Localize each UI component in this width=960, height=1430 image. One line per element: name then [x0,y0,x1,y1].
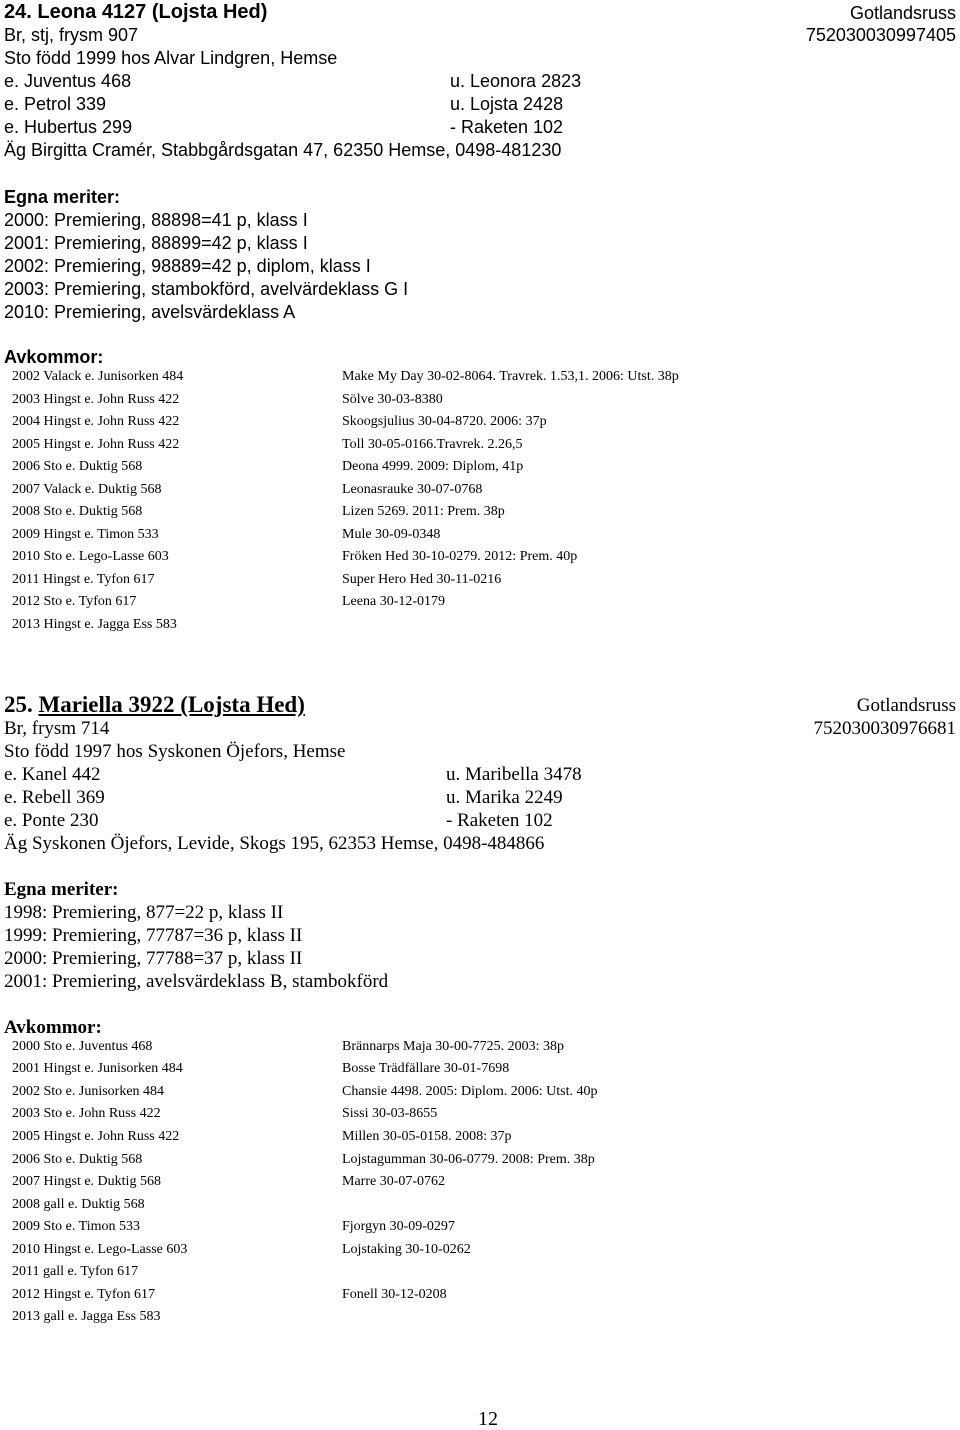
merit-line: 2002: Premiering, 98889=42 p, diplom, klass I [4,256,371,276]
entry-25-owner: Äg Syskonen Öjefors, Levide, Skogs 195, 62353 Hemse, 0498-484866 [4,833,545,854]
offspring-name: Sissi 30-03-8655 [342,1106,438,1121]
offspring-birth: 2006 Sto e. Duktig 568 [12,1152,143,1167]
pedigree-dam-line: - Raketen 102 [450,117,564,137]
offspring-birth: 2007 Hingst e. Duktig 568 [12,1174,161,1189]
merit-line: 2000: Premiering, 77788=37 p, klass II [4,948,303,969]
entry-25-number: 25. [4,692,33,717]
entry-24-title: 24. Leona 4127 (Lojsta Hed) [4,1,268,23]
pedigree-sire-line: e. Hubertus 299 [4,117,133,137]
offspring-birth: 2003 Hingst e. John Russ 422 [12,392,180,407]
pedigree-sire-line: e. Rebell 369 [4,787,105,808]
offspring-birth: 2010 Sto e. Lego-Lasse 603 [12,549,169,564]
pedigree-dam-line: u. Lojsta 2428 [450,94,564,114]
offspring-birth: 2005 Hingst e. John Russ 422 [12,1129,180,1144]
offspring-name: Lojstagumman 30-06-0779. 2008: Prem. 38p [342,1152,595,1167]
offspring-name: Bosse Trädfällare 30-01-7698 [342,1061,510,1076]
offspring-name: Fjorgyn 30-09-0297 [342,1219,455,1234]
offspring-birth: 2002 Valack e. Junisorken 484 [12,369,184,384]
merit-line: 2010: Premiering, avelsvärdeklass A [4,302,296,322]
offspring-birth: 2006 Sto e. Duktig 568 [12,459,143,474]
offspring-birth: 2005 Hingst e. John Russ 422 [12,437,180,452]
entry-24-merits-heading: Egna meriter: [4,187,121,207]
pedigree-sire-line: e. Ponte 230 [4,810,99,831]
pedigree-sire-line: e. Petrol 339 [4,94,107,114]
offspring-birth: 2011 gall e. Tyfon 617 [12,1264,139,1279]
offspring-name: Millen 30-05-0158. 2008: 37p [342,1129,512,1144]
offspring-birth: 2012 Hingst e. Tyfon 617 [12,1287,156,1302]
entry-25-born: Sto född 1997 hos Syskonen Öjefors, Hemse [4,741,346,762]
pedigree-dam-line: u. Leonora 2823 [450,71,582,91]
offspring-birth: 2001 Hingst e. Junisorken 484 [12,1061,183,1076]
merit-line: 2003: Premiering, stambokförd, avelvärdeklass G I [4,279,409,299]
pedigree-dam-line: - Raketen 102 [446,810,553,831]
offspring-name: Toll 30-05-0166.Travrek. 2.26,5 [342,437,523,452]
offspring-birth: 2012 Sto e. Tyfon 617 [12,594,137,609]
offspring-name: Marre 30-07-0762 [342,1174,446,1189]
entry-25-reg-number: 752030030976681 [813,718,956,739]
pedigree-sire-line: e. Kanel 442 [4,764,101,785]
entry-25-title [4,693,305,716]
page-number: 12 [478,1408,498,1430]
offspring-name: Fonell 30-12-0208 [342,1287,447,1302]
entry-24-breed: Gotlandsruss [849,3,956,23]
offspring-name: Mule 30-09-0348 [342,527,441,542]
offspring-birth: 2009 Hingst e. Timon 533 [12,527,159,542]
offspring-birth: 2007 Valack e. Duktig 568 [12,482,162,497]
offspring-name: Deona 4999. 2009: Diplom, 41p [342,459,524,474]
pedigree-dam-line: u. Marika 2249 [446,787,563,808]
offspring-name: Brännarps Maja 30-00-7725. 2003: 38p [342,1039,565,1054]
entry-25-breed: Gotlandsruss [856,695,956,716]
entry-25-offspring-heading: Avkommor: [4,1017,102,1038]
offspring-name: Leonasrauke 30-07-0768 [342,482,483,497]
offspring-birth: 2010 Hingst e. Lego-Lasse 603 [12,1242,188,1257]
merit-line: 2000: Premiering, 88898=41 p, klass I [4,210,308,230]
offspring-birth: 2002 Sto e. Junisorken 484 [12,1084,165,1099]
offspring-birth: 2008 gall e. Duktig 568 [12,1197,145,1212]
entry-24-reg-number: 752030030997405 [805,25,956,45]
offspring-birth: 2013 Hingst e. Jagga Ess 583 [12,617,177,632]
entry-25-color-height: Br, frysm 714 [4,718,110,739]
offspring-name: Make My Day 30-02-8064. Travrek. 1.53,1. 2006: Utst. 38p [342,369,679,384]
merit-line: 1998: Premiering, 877=22 p, klass II [4,902,284,923]
offspring-birth: 2013 gall e. Jagga Ess 583 [12,1309,161,1324]
offspring-birth: 2003 Sto e. John Russ 422 [12,1106,161,1121]
offspring-name: Lizen 5269. 2011: Prem. 38p [342,504,505,519]
entry-25-name: Mariella 3922 (Lojsta Hed) [38,692,305,717]
pedigree-dam-line: u. Maribella 3478 [446,764,582,785]
offspring-name: Fröken Hed 30-10-0279. 2012: Prem. 40p [342,549,578,564]
entry-24-color-height: Br, stj, frysm 907 [4,25,139,45]
offspring-birth: 2009 Sto e. Timon 533 [12,1219,140,1234]
pedigree-sire-line: e. Juventus 468 [4,71,132,91]
entry-25-merits-heading: Egna meriter: [4,879,119,900]
entry-24-owner: Äg Birgitta Cramér, Stabbgårdsgatan 47, 62350 Hemse, 0498-481230 [4,140,562,160]
entry-24-born: Sto född 1999 hos Alvar Lindgren, Hemse [4,48,338,68]
entry-24-offspring-heading: Avkommor: [4,347,104,367]
merit-line: 1999: Premiering, 77787=36 p, klass II [4,925,303,946]
offspring-birth: 2004 Hingst e. John Russ 422 [12,414,180,429]
offspring-birth: 2000 Sto e. Juventus 468 [12,1039,153,1054]
offspring-name: Skoogsjulius 30-04-8720. 2006: 37p [342,414,547,429]
merit-line: 2001: Premiering, 88899=42 p, klass I [4,233,308,253]
merit-line: 2001: Premiering, avelsvärdeklass B, stambokförd [4,971,389,992]
offspring-name: Super Hero Hed 30-11-0216 [342,572,502,587]
offspring-birth: 2011 Hingst e. Tyfon 617 [12,572,155,587]
offspring-birth: 2008 Sto e. Duktig 568 [12,504,143,519]
offspring-name: Lojstaking 30-10-0262 [342,1242,471,1257]
offspring-name: Sölve 30-03-8380 [342,392,443,407]
offspring-name: Chansie 4498. 2005: Diplom. 2006: Utst. 40p [342,1084,598,1099]
offspring-name: Leena 30-12-0179 [342,594,446,609]
